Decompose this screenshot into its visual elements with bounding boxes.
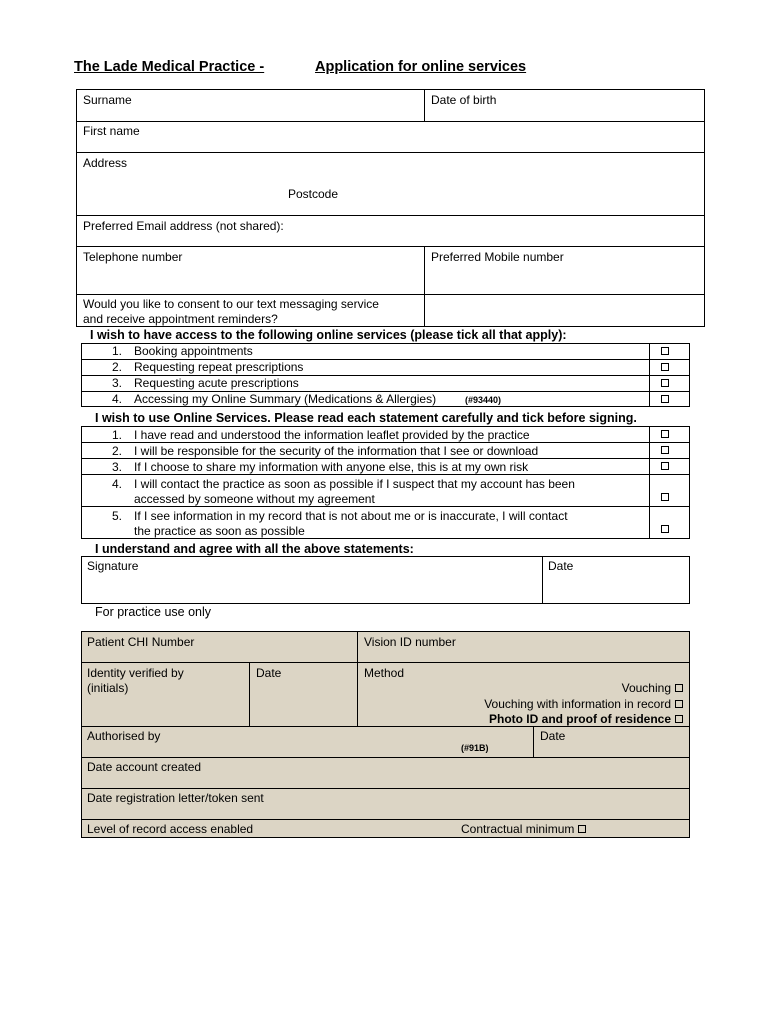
divider — [357, 631, 358, 727]
dob-field[interactable]: Date of birth — [431, 93, 497, 107]
statement-text: I have read and understood the information leaflet provided by the practice — [134, 428, 530, 442]
checkbox[interactable] — [661, 395, 669, 403]
divider — [249, 662, 250, 727]
statement-text: If I see information in my record that is not about me or is inaccurate, I will contact — [134, 509, 568, 523]
practice-name: The Lade Medical Practice - — [74, 59, 265, 75]
service-code: (#93440) — [465, 395, 502, 405]
service-repeat-prescriptions: Requesting repeat prescriptions — [134, 360, 304, 374]
consent-question-line2: and receive appointment reminders? — [83, 312, 278, 326]
service-booking: Booking appointments — [134, 344, 253, 358]
divider — [424, 89, 425, 122]
service-acute-prescriptions: Requesting acute prescriptions — [134, 376, 299, 390]
email-field[interactable]: Preferred Email address (not shared): — [83, 219, 284, 233]
checkbox[interactable] — [661, 430, 669, 438]
authorised-date-field[interactable]: Date — [540, 729, 566, 743]
telephone-field[interactable]: Telephone number — [83, 250, 183, 264]
address-field[interactable]: Address — [83, 156, 128, 170]
identity-verified-label: Identity verified by — [87, 666, 184, 680]
statement-text: I will be responsible for the security of the information that I see or download — [134, 444, 539, 458]
checkbox[interactable] — [675, 684, 683, 692]
divider — [81, 788, 690, 789]
checkbox[interactable] — [661, 379, 669, 387]
service-online-summary: Accessing my Online Summary (Medications & Allergies) — [134, 392, 437, 406]
signature-date-field[interactable]: Date — [548, 559, 574, 573]
contractual-minimum[interactable] — [461, 822, 586, 836]
signature-field[interactable]: Signature — [87, 559, 139, 573]
checkbox[interactable] — [661, 493, 669, 501]
statement-text: If I choose to share my information with anyone else, this is at my own risk — [134, 460, 529, 474]
access-level-field[interactable]: Level of record access enabled — [87, 822, 254, 836]
services-heading: I wish to have access to the following online services (please tick all that apply): — [90, 328, 567, 342]
checkbox[interactable] — [661, 363, 669, 371]
checkbox[interactable] — [661, 462, 669, 470]
statement-number: 2. — [111, 444, 122, 458]
statement-text: I will contact the practice as soon as possible if I suspect that my account has been — [134, 477, 575, 491]
divider — [76, 152, 705, 153]
divider — [81, 726, 690, 727]
form-title: Application for online services — [315, 59, 527, 75]
divider — [542, 556, 543, 604]
divider — [76, 215, 705, 216]
statement-text: accessed by someone without my agreement — [134, 492, 375, 506]
checkbox[interactable] — [661, 347, 669, 355]
identity-date-field[interactable]: Date — [256, 666, 282, 680]
identity-initials-label: (initials) — [87, 681, 129, 695]
service-number: 4. — [111, 392, 122, 406]
method-vouching-info-label: Vouching with information in record — [484, 697, 671, 711]
method-label: Method — [364, 666, 405, 680]
statement-number: 1. — [111, 428, 122, 442]
signature-table — [81, 556, 690, 604]
postcode-field[interactable]: Postcode — [288, 187, 339, 201]
divider — [81, 474, 690, 475]
consent-question-line1: Would you like to consent to our text messaging service — [83, 297, 379, 311]
statement-text: the practice as soon as possible — [134, 524, 305, 538]
statement-number: 5. — [111, 509, 122, 523]
method-vouching[interactable] — [622, 681, 683, 695]
authorised-by-field[interactable]: Authorised by — [87, 729, 161, 743]
divider — [81, 662, 690, 663]
divider — [76, 121, 705, 122]
vision-id-field[interactable]: Vision ID number — [364, 635, 456, 649]
divider — [81, 506, 690, 507]
service-number: 2. — [111, 360, 122, 374]
statement-number: 4. — [111, 477, 122, 491]
mobile-field[interactable]: Preferred Mobile number — [431, 250, 564, 264]
contractual-minimum-label: Contractual minimum — [461, 822, 575, 836]
registration-letter-field[interactable]: Date registration letter/token sent — [87, 791, 264, 805]
service-number: 1. — [111, 344, 122, 358]
checkbox[interactable] — [578, 825, 586, 833]
method-vouching-label: Vouching — [621, 681, 671, 695]
checkbox[interactable] — [675, 700, 683, 708]
checkbox[interactable] — [661, 525, 669, 533]
checkbox[interactable] — [661, 446, 669, 454]
first-name-field[interactable]: First name — [83, 124, 140, 138]
divider — [81, 458, 690, 459]
service-number: 3. — [111, 376, 122, 390]
surname-field[interactable]: Surname — [83, 93, 132, 107]
divider — [81, 442, 690, 443]
divider — [424, 246, 425, 327]
divider — [76, 246, 705, 247]
chi-number-field[interactable]: Patient CHI Number — [87, 635, 195, 649]
divider — [533, 726, 534, 758]
divider — [76, 294, 705, 295]
method-photo-id-label: Photo ID and proof of residence — [488, 712, 671, 726]
statements-heading: I wish to use Online Services. Please read each statement carefully and tick before signing. — [95, 411, 637, 425]
method-vouching-info[interactable] — [484, 697, 683, 711]
checkbox[interactable] — [675, 715, 683, 723]
practice-use-heading: For practice use only — [95, 605, 212, 619]
divider — [81, 757, 690, 758]
account-created-field[interactable]: Date account created — [87, 760, 202, 774]
divider — [81, 819, 690, 820]
statement-number: 3. — [111, 460, 122, 474]
authorised-code: (#91B) — [461, 743, 489, 753]
personal-details-table — [76, 89, 705, 327]
agreement-heading: I understand and agree with all the above statements: — [95, 542, 414, 556]
method-photo-id[interactable] — [489, 712, 683, 726]
